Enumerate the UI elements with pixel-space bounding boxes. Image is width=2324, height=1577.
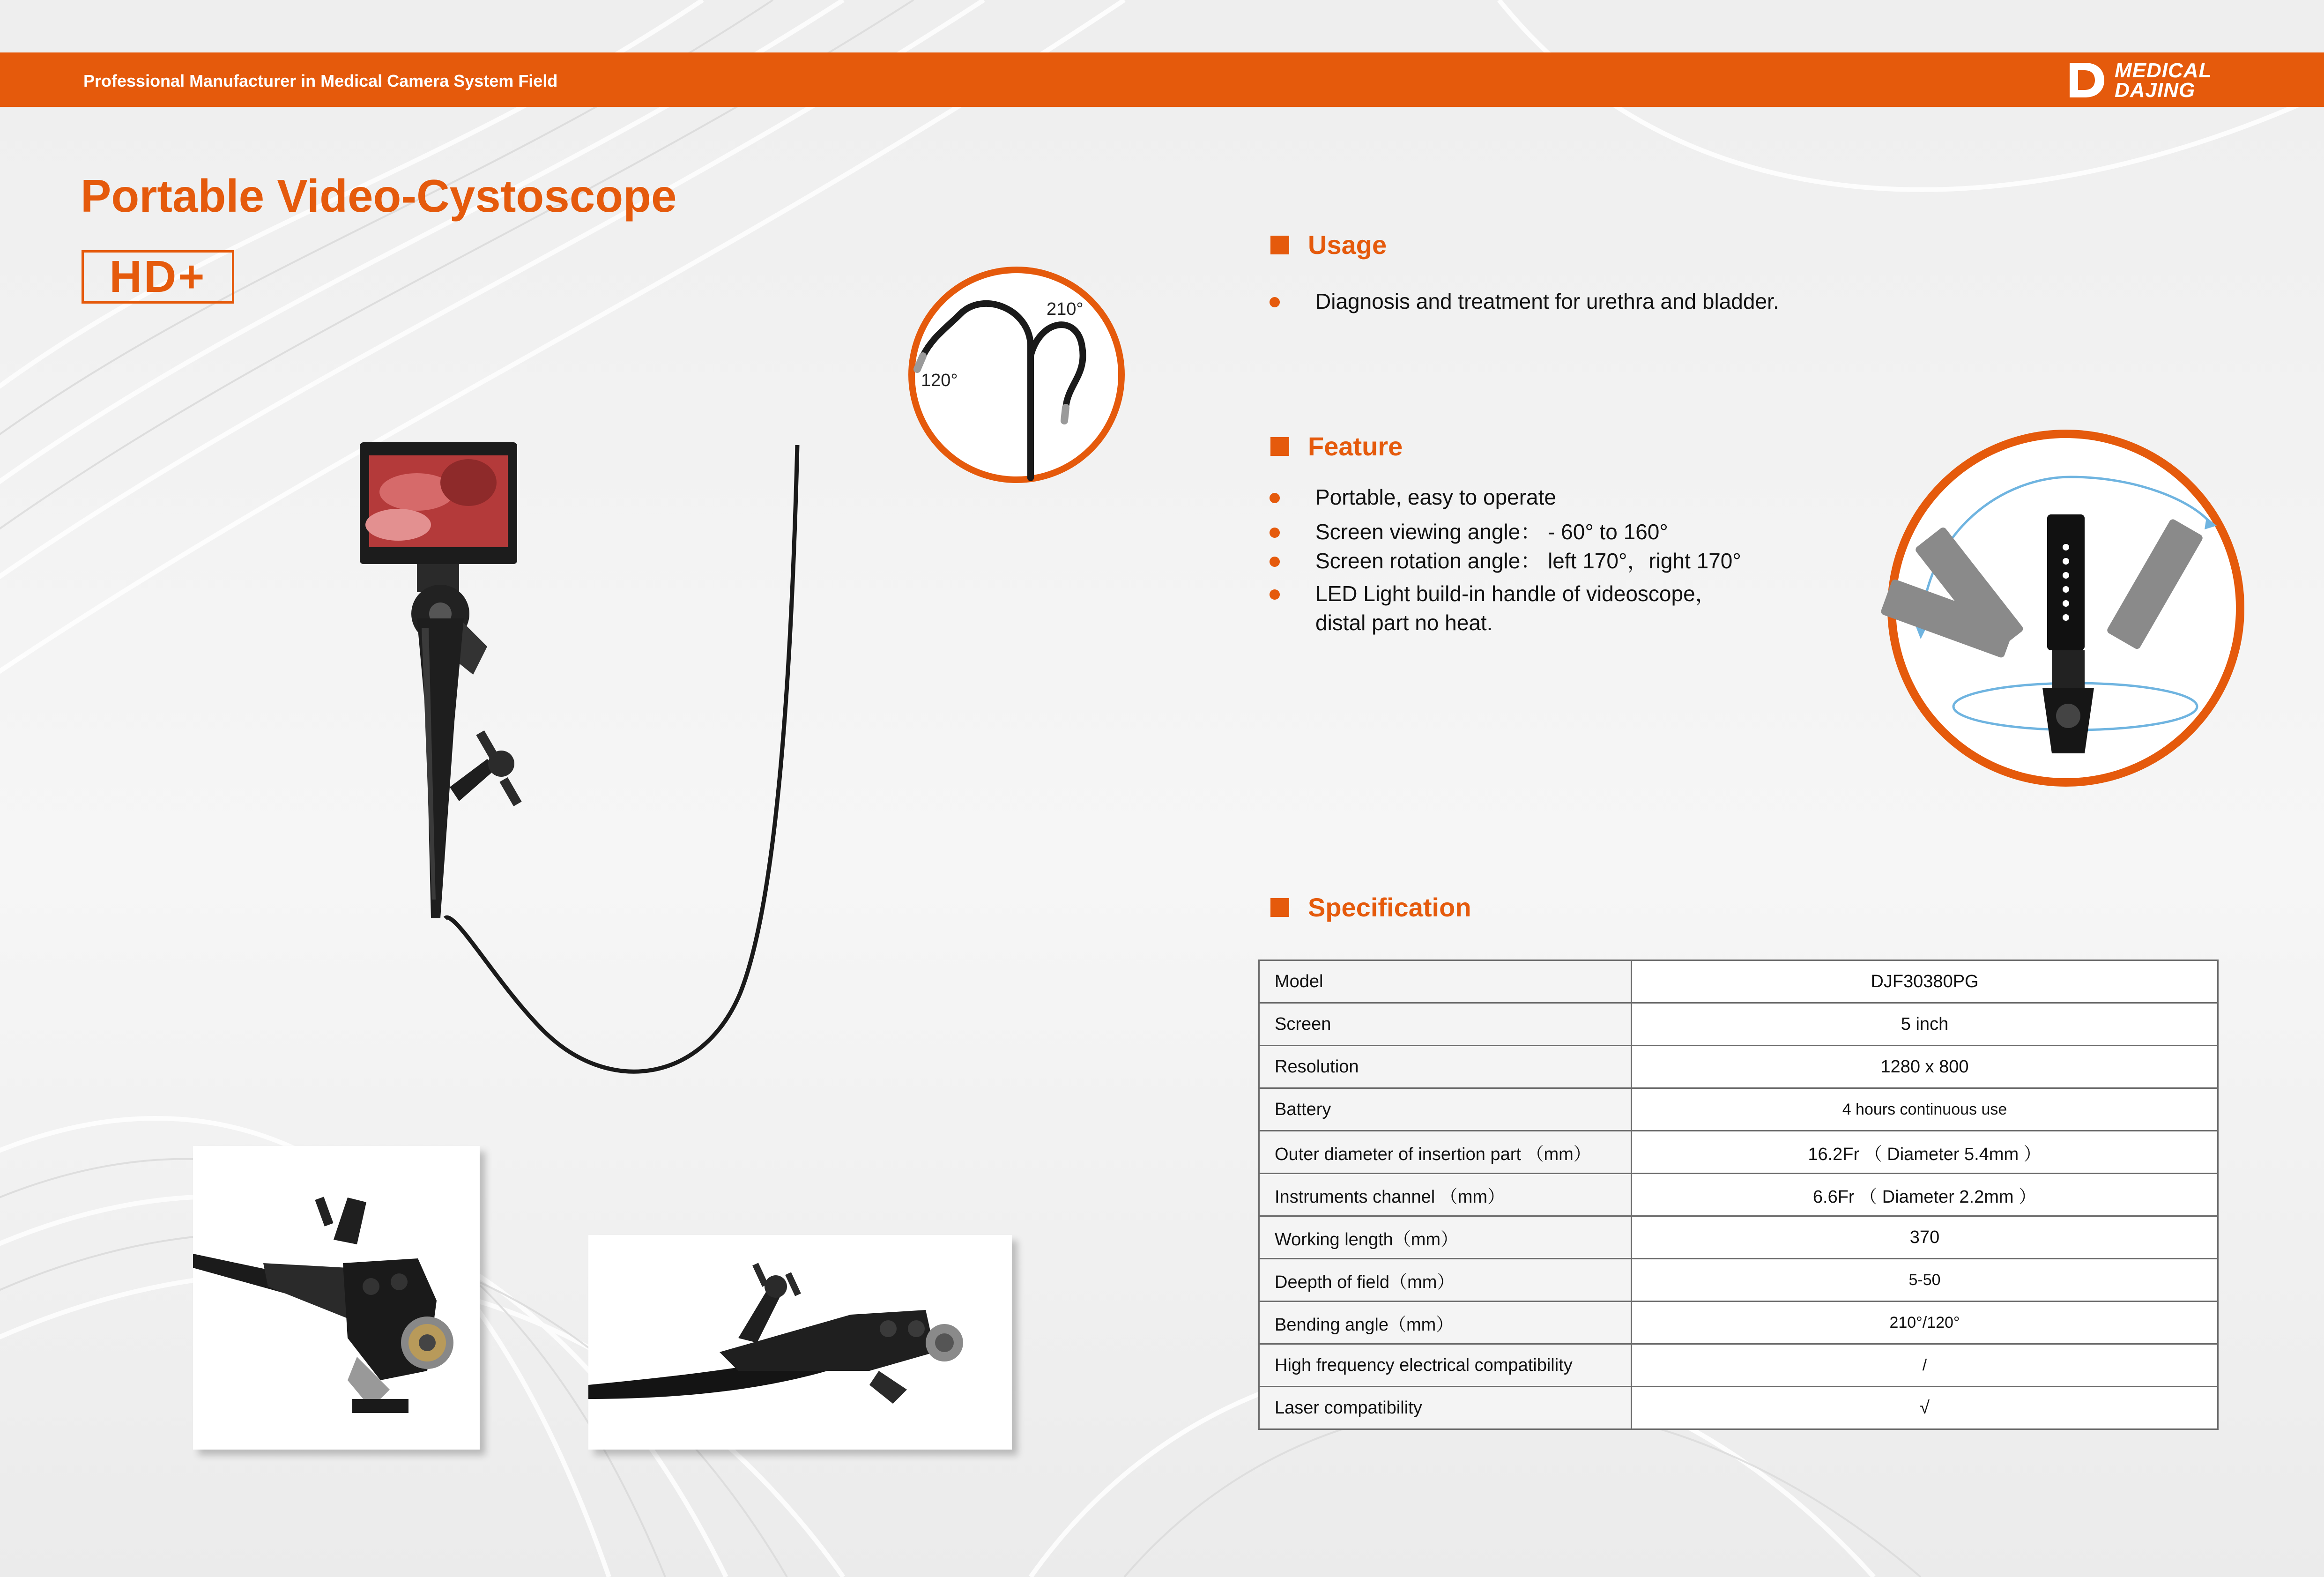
feature-item bbox=[1270, 483, 1741, 512]
section-square-icon bbox=[1270, 437, 1289, 456]
spec-value: 210°/120° bbox=[1632, 1302, 2218, 1344]
table-row bbox=[1259, 1131, 2218, 1174]
table-row bbox=[1259, 1302, 2218, 1344]
spec-label: Resolution bbox=[1259, 1046, 1632, 1088]
spec-value: DJF30380PG bbox=[1632, 960, 2218, 1003]
usage-list bbox=[1270, 287, 1779, 316]
table-row bbox=[1259, 1344, 2218, 1387]
table-row bbox=[1259, 1174, 2218, 1216]
usage-heading bbox=[1270, 230, 1387, 260]
product-title: Portable Video-Cystoscope bbox=[81, 170, 677, 222]
usage-item bbox=[1270, 287, 1779, 316]
feature-heading bbox=[1270, 431, 1403, 461]
bullet-dot-icon bbox=[1270, 589, 1280, 600]
feature-item-text: Screen viewing angle： - 60° to 160° bbox=[1315, 520, 1668, 544]
product-photo-2 bbox=[588, 1235, 1012, 1450]
cystoscope-handle-photo-2 bbox=[588, 1235, 1012, 1450]
table-row bbox=[1259, 1088, 2218, 1131]
feature-item bbox=[1270, 546, 1741, 575]
table-row bbox=[1259, 960, 2218, 1003]
brand-logo bbox=[2066, 59, 2225, 101]
spec-value: 1280 x 800 bbox=[1632, 1046, 2218, 1088]
cystoscope-handle-photo-1 bbox=[193, 1146, 480, 1450]
spec-table bbox=[1258, 960, 2219, 1430]
feature-item-text: LED Light build-in handle of videoscope， bbox=[1315, 581, 1717, 606]
bullet-dot-icon bbox=[1270, 557, 1280, 567]
table-row bbox=[1259, 1046, 2218, 1088]
logo-line-medical: MEDICAL bbox=[2115, 59, 2212, 82]
table-row bbox=[1259, 1003, 2218, 1046]
spec-label: Battery bbox=[1259, 1088, 1632, 1131]
feature-heading-label: Feature bbox=[1308, 431, 1403, 461]
spec-label: Bending angle（mm） bbox=[1259, 1302, 1632, 1344]
spec-label: High frequency electrical compatibility bbox=[1259, 1344, 1632, 1387]
spec-label: Laser compatibility bbox=[1259, 1387, 1632, 1429]
bullet-dot-icon bbox=[1270, 297, 1280, 307]
bullet-dot-icon bbox=[1270, 528, 1280, 538]
table-row bbox=[1259, 1259, 2218, 1302]
feature-item bbox=[1270, 579, 1741, 608]
spec-value: 5 inch bbox=[1632, 1003, 2218, 1046]
dajing-logo-icon bbox=[2066, 59, 2108, 101]
spec-value: √ bbox=[1632, 1387, 2218, 1429]
table-row bbox=[1259, 1216, 2218, 1259]
spec-value: 370 bbox=[1632, 1216, 2218, 1259]
table-row bbox=[1259, 1387, 2218, 1429]
section-square-icon bbox=[1270, 898, 1289, 917]
spec-value: 4 hours continuous use bbox=[1632, 1088, 2218, 1131]
bending-angle-diagram bbox=[904, 262, 1129, 487]
header-tagline: Professional Manufacturer in Medical Camera System Field bbox=[83, 71, 558, 90]
bullet-dot-icon bbox=[1270, 493, 1280, 503]
feature-item bbox=[1270, 517, 1741, 546]
spec-label: Deepth of field（mm） bbox=[1259, 1259, 1632, 1302]
spec-heading bbox=[1270, 892, 1471, 922]
spec-value: 6.6Fr （ Diameter 2.2mm ） bbox=[1632, 1174, 2218, 1216]
spec-value: 5-50 bbox=[1632, 1259, 2218, 1302]
spec-label: Working length（mm） bbox=[1259, 1216, 1632, 1259]
usage-item-text: Diagnosis and treatment for urethra and bladder. bbox=[1315, 289, 1779, 313]
logo-text bbox=[2115, 61, 2212, 100]
screen-rotation-diagram bbox=[1883, 425, 2249, 791]
spec-label: Model bbox=[1259, 960, 1632, 1003]
product-photo-1 bbox=[193, 1146, 480, 1450]
feature-item-continuation bbox=[1270, 608, 1741, 637]
cystoscope-main-image bbox=[347, 431, 824, 1124]
feature-item-text: Screen rotation angle： left 170°，right 170° bbox=[1315, 549, 1741, 573]
spec-label: Outer diameter of insertion part （mm） bbox=[1259, 1131, 1632, 1174]
spec-label: Instruments channel （mm） bbox=[1259, 1174, 1632, 1216]
spec-value: / bbox=[1632, 1344, 2218, 1387]
spec-label: Screen bbox=[1259, 1003, 1632, 1046]
angle-label-210: 210° bbox=[1047, 299, 1084, 319]
feature-list bbox=[1270, 483, 1741, 637]
feature-item-text: distal part no heat. bbox=[1315, 610, 1493, 635]
header-banner bbox=[0, 52, 2324, 107]
spec-heading-label: Specification bbox=[1308, 893, 1471, 922]
feature-item-text: Portable, easy to operate bbox=[1315, 485, 1556, 509]
spec-value: 16.2Fr （ Diameter 5.4mm ） bbox=[1632, 1131, 2218, 1174]
usage-heading-label: Usage bbox=[1308, 230, 1387, 260]
section-square-icon bbox=[1270, 236, 1289, 254]
hd-plus-badge: HD+ bbox=[82, 250, 234, 304]
angle-label-120: 120° bbox=[921, 371, 958, 390]
logo-line-dajing: DAJING bbox=[2115, 79, 2196, 102]
